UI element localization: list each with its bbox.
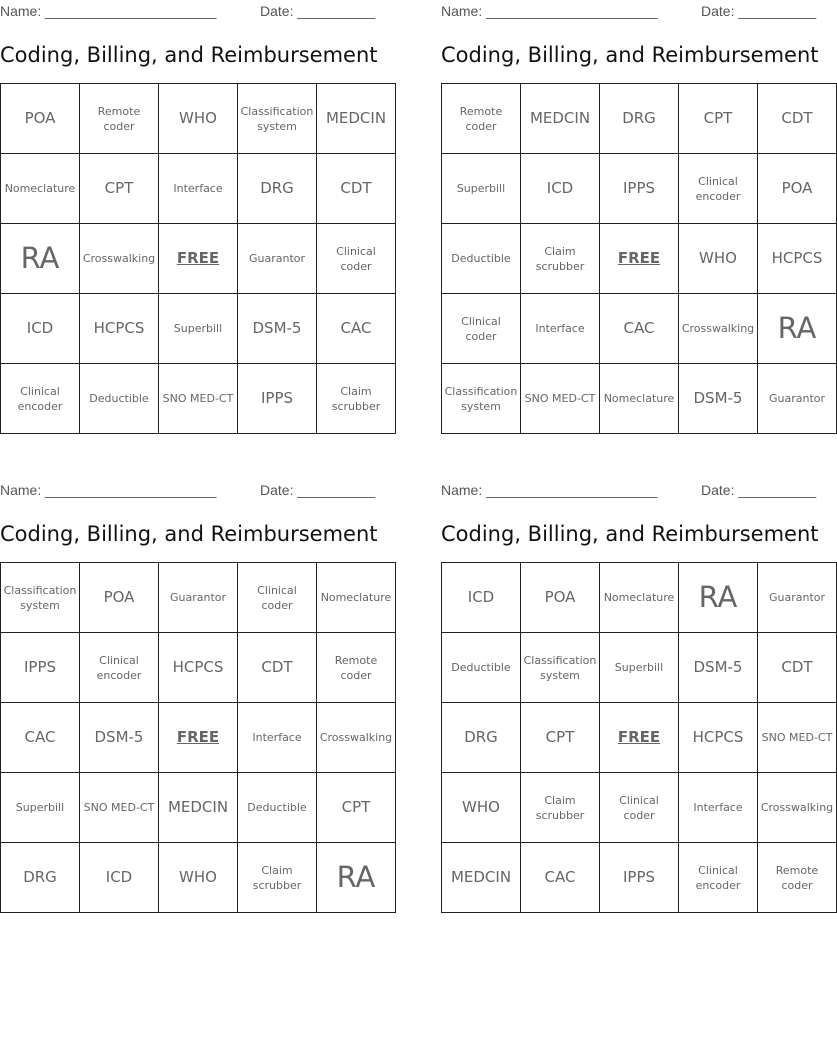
bingo-row (442, 224, 837, 294)
bingo-card-1 (0, 0, 387, 440)
bingo-cell[interactable]: ICD (521, 154, 600, 224)
bingo-row (442, 843, 837, 913)
bingo-cell[interactable]: DRG (442, 703, 521, 773)
date-field[interactable]: Date: __________ (701, 482, 817, 498)
bingo-cell[interactable]: SNO MED-CT (521, 364, 600, 434)
bingo-cell[interactable]: MEDCIN (442, 843, 521, 913)
bingo-row (1, 84, 396, 154)
bingo-cell[interactable]: Crosswalking (80, 224, 159, 294)
bingo-card-4 (441, 479, 834, 919)
bingo-cell[interactable]: Interface (521, 294, 600, 364)
bingo-cell[interactable]: CDT (317, 154, 396, 224)
bingo-cell[interactable]: WHO (442, 773, 521, 843)
bingo-cell[interactable]: CAC (1, 703, 80, 773)
bingo-row (1, 224, 396, 294)
bingo-cell[interactable]: Nomeclature (600, 563, 679, 633)
bingo-cell[interactable]: Classification system (521, 633, 600, 703)
bingo-row (442, 154, 837, 224)
bingo-row (1, 364, 396, 434)
name-field[interactable]: Name: ______________________ (441, 482, 658, 498)
bingo-grid (441, 562, 837, 913)
bingo-cell[interactable]: DSM-5 (80, 703, 159, 773)
free-space-cell[interactable]: FREE (159, 703, 238, 773)
bingo-cell[interactable]: Clinical coder (600, 773, 679, 843)
bingo-cell[interactable]: Deductible (80, 364, 159, 434)
bingo-row (1, 294, 396, 364)
card-title: Coding, Billing, and Reimbursement (0, 522, 378, 546)
name-date-row (441, 481, 817, 499)
date-field[interactable]: Date: __________ (260, 3, 376, 19)
bingo-cell[interactable]: Classification system (442, 364, 521, 434)
card-title: Coding, Billing, and Reimbursement (0, 43, 378, 67)
bingo-grid (441, 83, 837, 434)
bingo-cell[interactable]: Interface (679, 773, 758, 843)
bingo-cell[interactable]: Clinical encoder (1, 364, 80, 434)
bingo-cell[interactable]: HCPCS (679, 703, 758, 773)
bingo-cell[interactable]: Remote coder (317, 633, 396, 703)
bingo-cell[interactable]: Clinical encoder (80, 633, 159, 703)
bingo-cell[interactable]: WHO (159, 843, 238, 913)
bingo-cell[interactable]: Crosswalking (679, 294, 758, 364)
bingo-cell[interactable]: Deductible (442, 633, 521, 703)
bingo-cell[interactable]: POA (758, 154, 837, 224)
bingo-cell[interactable]: Guarantor (238, 224, 317, 294)
bingo-cell[interactable]: Remote coder (758, 843, 837, 913)
bingo-cell[interactable]: Claim scrubber (521, 773, 600, 843)
bingo-cell[interactable]: CDT (238, 633, 317, 703)
bingo-cell[interactable]: CAC (600, 294, 679, 364)
bingo-cell[interactable]: WHO (679, 224, 758, 294)
bingo-cell[interactable]: SNO MED-CT (80, 773, 159, 843)
name-field[interactable]: Name: ______________________ (0, 482, 217, 498)
card-title: Coding, Billing, and Reimbursement (441, 43, 819, 67)
bingo-row (1, 703, 396, 773)
bingo-cell[interactable]: Remote coder (80, 84, 159, 154)
bingo-cell[interactable]: RA (758, 294, 837, 364)
bingo-cell[interactable]: Clinical encoder (679, 843, 758, 913)
bingo-cell[interactable]: Interface (159, 154, 238, 224)
bingo-row (1, 633, 396, 703)
bingo-cell[interactable]: Clinical coder (442, 294, 521, 364)
bingo-cell[interactable]: Superbill (159, 294, 238, 364)
bingo-cell[interactable]: Claim scrubber (521, 224, 600, 294)
bingo-cell[interactable]: Superbill (442, 154, 521, 224)
name-date-row (441, 2, 817, 20)
bingo-cell[interactable]: MEDCIN (317, 84, 396, 154)
bingo-row (1, 773, 396, 843)
bingo-cell[interactable]: Crosswalking (317, 703, 396, 773)
bingo-cell[interactable]: IPPS (1, 633, 80, 703)
bingo-cell[interactable]: DSM-5 (238, 294, 317, 364)
bingo-cell[interactable]: DSM-5 (679, 364, 758, 434)
bingo-card-3 (0, 479, 393, 919)
date-field[interactable]: Date: __________ (701, 3, 817, 19)
bingo-cell[interactable]: RA (317, 843, 396, 913)
bingo-row (442, 703, 837, 773)
bingo-cell[interactable]: POA (521, 563, 600, 633)
bingo-cell[interactable]: Nomeclature (600, 364, 679, 434)
bingo-cell[interactable]: Claim scrubber (238, 843, 317, 913)
bingo-row (442, 773, 837, 843)
bingo-cell[interactable]: Nomeclature (317, 563, 396, 633)
bingo-cell[interactable]: HCPCS (159, 633, 238, 703)
bingo-cell[interactable]: HCPCS (758, 224, 837, 294)
bingo-cell[interactable]: CPT (317, 773, 396, 843)
bingo-row (442, 364, 837, 434)
bingo-cell[interactable]: HCPCS (80, 294, 159, 364)
bingo-cell[interactable]: Classification system (238, 84, 317, 154)
bingo-cell[interactable]: CDT (758, 633, 837, 703)
bingo-cell[interactable]: MEDCIN (521, 84, 600, 154)
bingo-cell[interactable]: Remote coder (442, 84, 521, 154)
bingo-cell[interactable]: CDT (758, 84, 837, 154)
bingo-cell[interactable]: Classification system (1, 563, 80, 633)
bingo-row (1, 563, 396, 633)
bingo-grid (0, 83, 396, 434)
bingo-cell[interactable]: DRG (1, 843, 80, 913)
bingo-card-2 (441, 0, 826, 440)
bingo-row (442, 633, 837, 703)
name-date-row (0, 2, 376, 20)
bingo-cell[interactable]: Guarantor (758, 364, 837, 434)
bingo-row (1, 843, 396, 913)
bingo-row (442, 563, 837, 633)
bingo-cell[interactable]: CPT (521, 703, 600, 773)
bingo-cell[interactable]: CPT (80, 154, 159, 224)
bingo-grid (0, 562, 396, 913)
bingo-cell[interactable]: POA (80, 563, 159, 633)
bingo-cell[interactable]: CAC (521, 843, 600, 913)
bingo-cell[interactable]: POA (1, 84, 80, 154)
bingo-cell[interactable]: Guarantor (159, 563, 238, 633)
bingo-cell[interactable]: SNO MED-CT (758, 703, 837, 773)
bingo-cell[interactable]: Interface (238, 703, 317, 773)
bingo-cell[interactable]: Crosswalking (758, 773, 837, 843)
bingo-cell[interactable]: Nomeclature (1, 154, 80, 224)
bingo-cell[interactable]: ICD (1, 294, 80, 364)
name-field[interactable]: Name: ______________________ (441, 3, 658, 19)
bingo-cell[interactable]: Clinical encoder (679, 154, 758, 224)
card-title: Coding, Billing, and Reimbursement (441, 522, 819, 546)
bingo-cell[interactable]: RA (679, 563, 758, 633)
bingo-cell[interactable]: SNO MED-CT (159, 364, 238, 434)
bingo-cell[interactable]: Clinical coder (238, 563, 317, 633)
free-space-cell[interactable]: FREE (159, 224, 238, 294)
bingo-cell[interactable]: CAC (317, 294, 396, 364)
bingo-row (442, 84, 837, 154)
bingo-cell[interactable]: IPPS (238, 364, 317, 434)
date-field[interactable]: Date: __________ (260, 482, 376, 498)
bingo-cell[interactable]: Clinical coder (317, 224, 396, 294)
bingo-cell[interactable]: Superbill (1, 773, 80, 843)
free-space-cell[interactable]: FREE (600, 224, 679, 294)
bingo-row (442, 294, 837, 364)
bingo-cell[interactable]: IPPS (600, 154, 679, 224)
bingo-cell[interactable]: Deductible (238, 773, 317, 843)
bingo-cell[interactable]: Claim scrubber (317, 364, 396, 434)
bingo-cell[interactable]: DSM-5 (679, 633, 758, 703)
bingo-cell[interactable]: ICD (442, 563, 521, 633)
bingo-cell[interactable]: ICD (80, 843, 159, 913)
bingo-cell[interactable]: DRG (238, 154, 317, 224)
bingo-cell[interactable]: RA (1, 224, 80, 294)
bingo-cell[interactable]: DRG (600, 84, 679, 154)
name-date-row (0, 481, 376, 499)
free-space-cell[interactable]: FREE (600, 703, 679, 773)
name-field[interactable]: Name: ______________________ (0, 3, 217, 19)
bingo-cell[interactable]: Deductible (442, 224, 521, 294)
bingo-cell[interactable]: MEDCIN (159, 773, 238, 843)
bingo-cell[interactable]: Guarantor (758, 563, 837, 633)
bingo-row (1, 154, 396, 224)
bingo-cell[interactable]: Superbill (600, 633, 679, 703)
bingo-cell[interactable]: CPT (679, 84, 758, 154)
bingo-cell[interactable]: IPPS (600, 843, 679, 913)
bingo-cell[interactable]: WHO (159, 84, 238, 154)
